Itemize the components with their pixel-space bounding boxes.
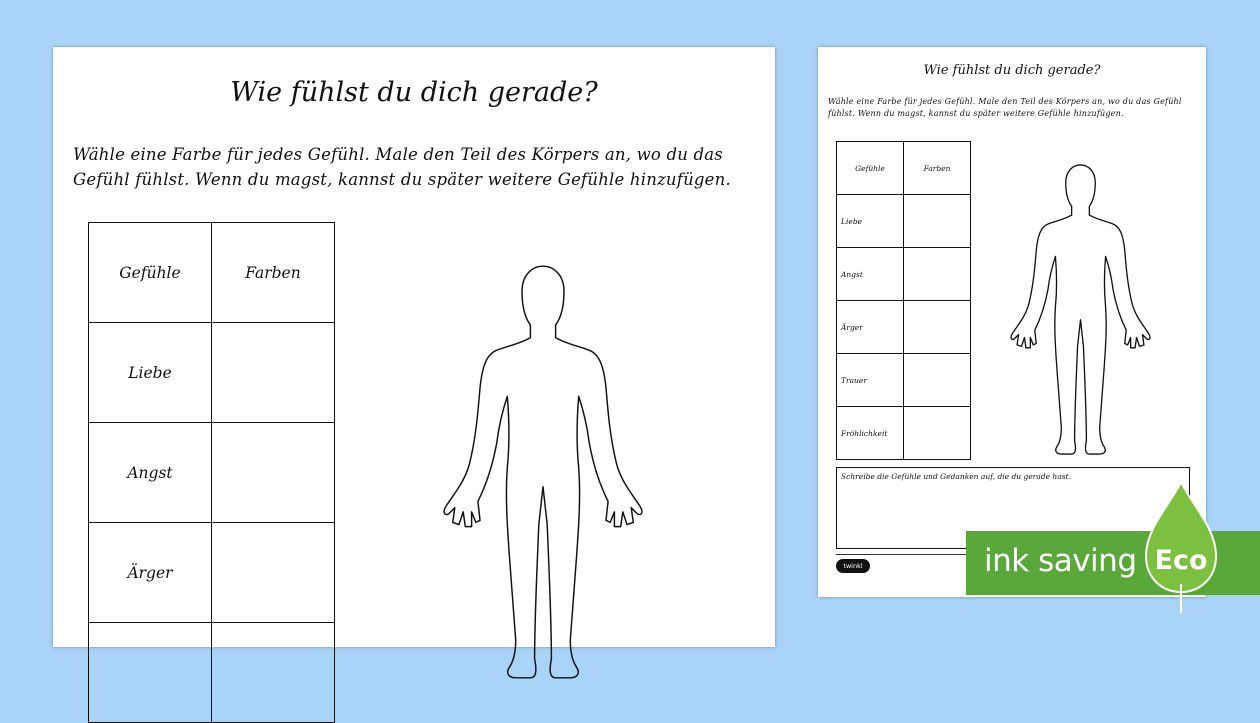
color-cell xyxy=(904,248,971,301)
header-feelings: Gefühle xyxy=(837,142,904,195)
color-cell xyxy=(212,523,335,623)
human-body-outline-icon xyxy=(398,262,688,682)
color-cell xyxy=(904,407,971,460)
feeling-cell: Ärger xyxy=(837,301,904,354)
table-row xyxy=(837,407,971,460)
feeling-cell: Liebe xyxy=(837,195,904,248)
feeling-cell: Angst xyxy=(837,248,904,301)
worksheet-title: Wie fühlst du dich gerade? xyxy=(923,63,1101,78)
color-cell xyxy=(904,354,971,407)
header-colors: Farben xyxy=(904,142,971,195)
color-cell xyxy=(212,623,335,723)
worksheet-instructions: Wähle eine Farbe für jedes Gefühl. Male den Teil des Körpers an, wo du das Gefühl fühlst. Wenn du magst, kannst du später weitere Gefühle hinzufügen. xyxy=(73,145,731,189)
feeling-cell: Fröhlichkeit xyxy=(837,407,904,460)
table-row xyxy=(89,323,335,423)
table-row xyxy=(837,195,971,248)
feeling-cell: Ärger xyxy=(89,523,212,623)
table-row xyxy=(837,248,971,301)
feelings-table xyxy=(836,141,971,460)
human-body-outline-icon xyxy=(1003,162,1158,457)
color-cell xyxy=(904,301,971,354)
feeling-cell: Angst xyxy=(89,423,212,523)
feelings-table xyxy=(88,222,335,723)
table-row xyxy=(89,623,335,723)
feeling-cell xyxy=(89,623,212,723)
table-header-row xyxy=(837,142,971,195)
color-cell xyxy=(904,195,971,248)
feeling-cell: Trauer xyxy=(837,354,904,407)
header-colors: Farben xyxy=(212,223,335,323)
table-header-row xyxy=(89,223,335,323)
worksheet-preview-large xyxy=(53,47,775,647)
worksheet-title: Wie fühlst du dich gerade? xyxy=(230,77,598,108)
color-cell xyxy=(212,323,335,423)
table-row xyxy=(89,523,335,623)
table-row xyxy=(837,354,971,407)
table-row xyxy=(837,301,971,354)
header-feelings: Gefühle xyxy=(89,223,212,323)
table-row xyxy=(89,423,335,523)
eco-badge: Eco xyxy=(1154,545,1208,576)
write-prompt: Schreibe die Gefühle und Gedanken auf, die du gerade hast. xyxy=(841,472,1071,481)
ink-saving-label: ink saving xyxy=(984,543,1137,579)
feeling-cell: Liebe xyxy=(89,323,212,423)
color-cell xyxy=(212,423,335,523)
worksheet-instructions: Wähle eine Farbe für jedes Gefühl. Male den Teil des Körpers an, wo du das Gefühl fühlst. Wenn du magst, kannst du später weitere Gefühle hinzufügen. xyxy=(828,97,1182,118)
twinkl-logo: twinkl xyxy=(836,559,870,573)
